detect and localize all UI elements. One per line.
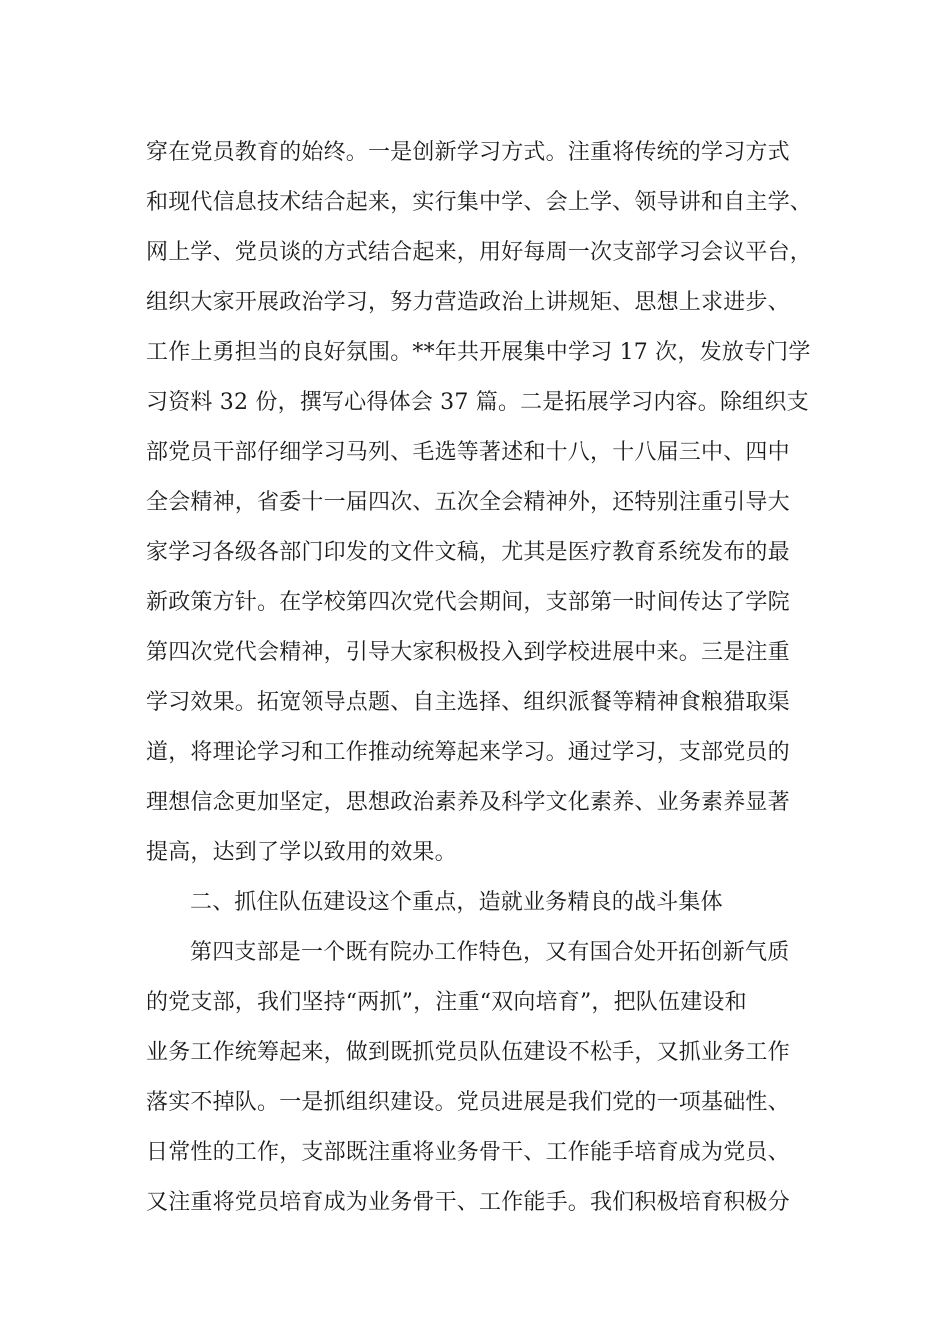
text-line: 提高，达到了学以致用的效果。: [146, 840, 457, 865]
text-line: 穿在党员教育的始终。一是创新学习方式。注重将传统的学习方式: [146, 140, 790, 165]
text-line: 业务工作统筹起来，做到既抓党员队伍建设不松手，又抓业务工作: [146, 1040, 790, 1065]
text-line: 家学习各级各部门印发的文件文稿，尤其是医疗教育系统发布的最: [146, 540, 790, 565]
text-line: 落实不掉队。一是抓组织建设。党员进展是我们党的一项基础性、: [146, 1090, 790, 1115]
text-line: 和现代信息技术结合起来，实行集中学、会上学、领导讲和自主学、: [146, 190, 813, 215]
text-line: 道，将理论学习和工作推动统筹起来学习。通过学习，支部党员的: [146, 740, 790, 765]
text-line: 组织大家开展政治学习，努力营造政治上讲规矩、思想上求进步、: [146, 290, 790, 315]
text-line: 全会精神，省委十一届四次、五次全会精神外，还特别注重引导大: [146, 490, 790, 515]
text-line: 新政策方针。在学校第四次党代会期间，支部第一时间传达了学院: [146, 590, 790, 615]
text-line: 部党员干部仔细学习马列、毛选等著述和十八，十八届三中、四中: [146, 440, 790, 465]
text-line: 网上学、党员谈的方式结合起来，用好每周一次支部学习会议平台，: [146, 240, 813, 265]
text-line: 工作上勇担当的良好氛围。**年共开展集中学习 17 次，发放专门学: [146, 340, 811, 365]
text-line: 习资料 32 份，撰写心得体会 37 篇。二是拓展学习内容。除组织支: [146, 390, 809, 415]
text-line: 第四次党代会精神，引导大家积极投入到学校进展中来。三是注重: [146, 640, 790, 665]
text-line: 理想信念更加坚定，思想政治素养及科学文化素养、业务素养显著: [146, 790, 790, 815]
text-line: 又注重将党员培育成为业务骨干、工作能手。我们积极培育积极分: [146, 1190, 790, 1215]
paragraph-first-line: 第四支部是一个既有院办工作特色，又有国合处开拓创新气质: [190, 940, 790, 965]
text-line: 日常性的工作，支部既注重将业务骨干、工作能手培育成为党员、: [146, 1140, 790, 1165]
section-heading: 二、抓住队伍建设这个重点，造就业务精良的战斗集体: [190, 890, 723, 915]
text-line: 学习效果。拓宽领导点题、自主选择、组织派餐等精神食粮猎取渠: [146, 690, 790, 715]
text-line: 的党支部，我们坚持“两抓”，注重“双向培育”，把队伍建设和: [146, 990, 747, 1015]
